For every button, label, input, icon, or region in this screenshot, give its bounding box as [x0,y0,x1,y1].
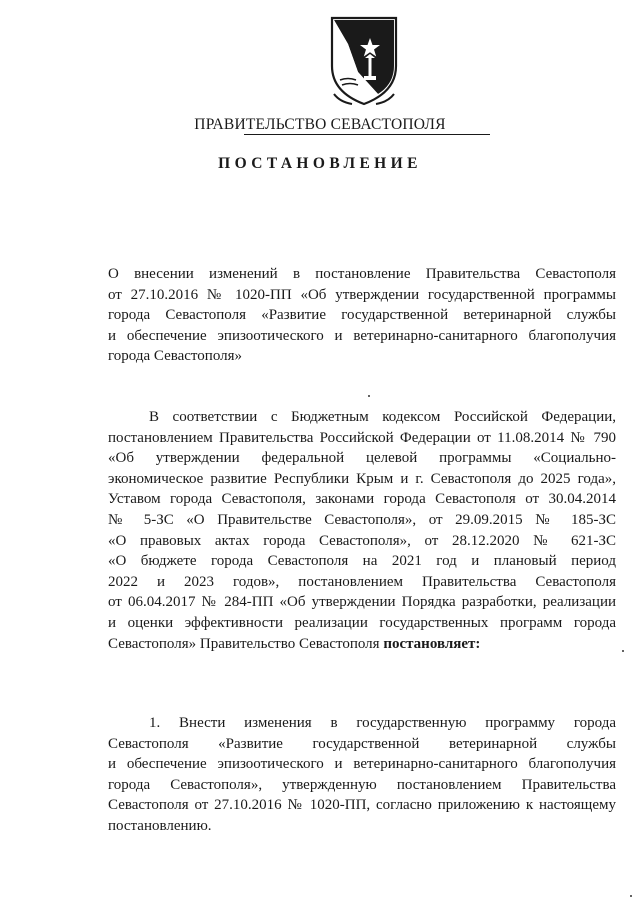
subject-line: города Севастополя «Развитие государственной ветеринарной службы [108,307,616,323]
organization-underline [244,134,490,135]
preamble-last-line [108,634,616,655]
organization-title: ПРАВИТЕЛЬСТВО СЕВАСТОПОЛЯ [194,116,446,133]
preamble-line: «О правовых актах города Севастополя», от 28.12.2020 № 621-ЗС [108,532,616,549]
preamble-line: В соответствии с Бюджетным кодексом Российской Федерации, [149,409,616,425]
preamble-last-line-text: Севастополя» Правительство Севастополя [108,635,380,652]
document-subject [108,264,616,367]
preamble-line: экономическое развитие Республики Крым и г. Севастополя до 2025 года», [108,470,616,487]
item-1-line: постановлению. [108,817,212,834]
item-1-line: города Севастополя», утвержденную постановлением Правительства [108,776,616,793]
document-type-heading: ПОСТАНОВЛЕНИЕ [218,155,422,172]
preamble-paragraph [108,407,616,654]
coat-of-arms-emblem [318,14,410,106]
item-1-line: и обеспечение эпизоотического и ветеринарно-санитарного благополучия [108,756,616,773]
emblem-shield-icon [318,14,410,106]
preamble-line: № 5-ЗС «О Правительстве Севастополя», от 29.09.2015 № 185-ЗС [108,511,616,528]
subject-line: и обеспечение эпизоотического и ветеринарно-санитарного благополучия [108,327,616,344]
scan-speck [622,650,624,652]
preamble-line: от 06.04.2017 № 284-ПП «Об утверждении Порядка разработки, реализации [108,594,616,611]
preamble-line: постановлением Правительства Российской Федерации от 11.08.2014 № 790 [108,429,616,446]
subject-line: города Севастополя» [108,348,243,364]
subject-line: от 27.10.2016 № 1020-ПП «Об утверждении государственной программы [108,286,616,303]
preamble-line: «О бюджете города Севастополя на 2021 год и плановый период [108,553,616,570]
preamble-line: «Об утверждении федеральной целевой программы «Социально- [108,450,616,467]
preamble-line: и оценки эффективности реализации государственных программ города [108,614,616,631]
scan-speck [630,895,632,897]
subject-line: О внесении изменений в постановление Правительства Севастополя [108,266,616,282]
scan-speck [368,395,370,397]
preamble-line: Уставом города Севастополя, законами города Севастополя от 30.04.2014 [108,491,616,508]
preamble-line: 2022 и 2023 годов», постановлением Правительства Севастополя [108,573,616,590]
item-1-line: 1. Внести изменения в государственную программу города [149,715,616,731]
item-1-line: Севастополя «Развитие государственной ветеринарной службы [108,735,616,752]
item-1-line: Севастополя от 27.10.2016 № 1020-ПП, согласно приложению к настоящему [108,797,616,814]
item-1-paragraph [108,713,616,837]
decree-word: постановляет: [383,635,481,652]
